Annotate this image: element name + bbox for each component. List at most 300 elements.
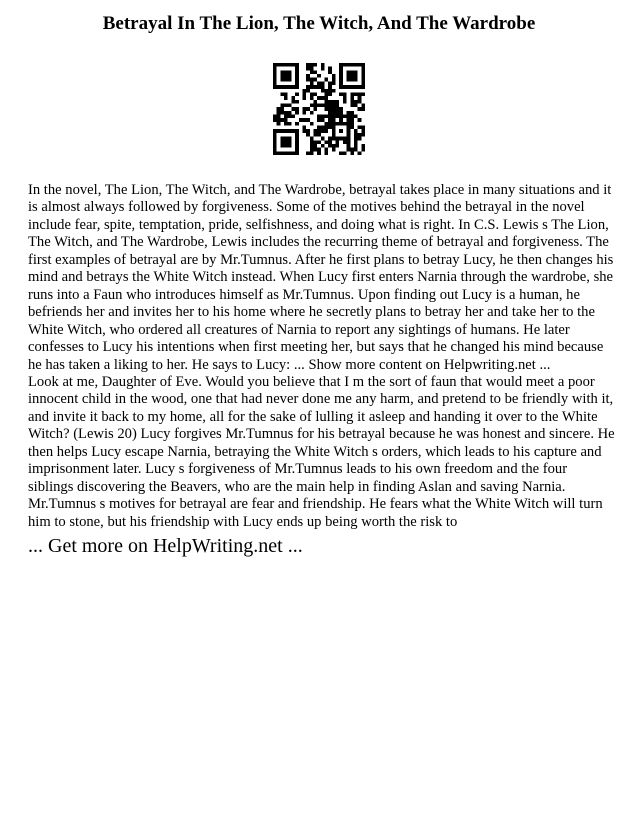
qr-module xyxy=(347,140,351,144)
qr-module xyxy=(358,100,362,104)
qr-module xyxy=(350,148,354,152)
qr-module xyxy=(354,148,358,152)
qr-module xyxy=(273,85,277,89)
qr-module xyxy=(317,85,321,89)
qr-module xyxy=(347,118,351,122)
qr-module xyxy=(343,122,347,126)
qr-module xyxy=(332,107,336,111)
qr-module xyxy=(343,100,347,104)
qr-module xyxy=(280,118,284,122)
qr-module xyxy=(347,63,351,67)
qr-module xyxy=(347,115,351,119)
qr-module xyxy=(328,92,332,96)
qr-module xyxy=(284,70,288,74)
qr-module xyxy=(332,89,336,93)
qr-module xyxy=(317,96,321,100)
qr-module xyxy=(288,111,292,115)
qr-module xyxy=(339,122,343,126)
qr-module xyxy=(310,148,314,152)
qr-module xyxy=(339,78,343,82)
qr-module xyxy=(332,133,336,137)
qr-module xyxy=(317,81,321,85)
qr-module xyxy=(306,118,310,122)
qr-module xyxy=(313,144,317,148)
qr-module xyxy=(277,151,281,155)
qr-module xyxy=(284,137,288,141)
qr-module xyxy=(280,107,284,111)
qr-module xyxy=(332,81,336,85)
qr-module xyxy=(328,115,332,119)
qr-module xyxy=(277,63,281,67)
qr-module xyxy=(361,148,365,152)
qr-module xyxy=(295,81,299,85)
get-more-link[interactable]: ... Get more on HelpWriting.net ... xyxy=(28,535,303,557)
qr-module xyxy=(343,92,347,96)
qr-module xyxy=(332,144,336,148)
qr-module xyxy=(358,137,362,141)
qr-module xyxy=(306,67,310,71)
qr-module xyxy=(313,78,317,82)
qr-module xyxy=(350,78,354,82)
qr-module xyxy=(295,122,299,126)
qr-module xyxy=(332,111,336,115)
paragraph-2: Look at me, Daughter of Eve. Would you believe that I m the sort of faun that would meet a poor innocent child in the wood, one that had never done me any harm, and pretend to be friendly with it, and invite it back to my home, all for the sake of lulling it asleep and handing it over to the White Witch? (Lewis 20) Lucy forgives Mr.Tumnus for his betrayal because he was honest and sincere. He then helps Lucy escape Narnia, betraying the White Witch s orders, which leads to his capture and imprisonment later. Lucy s forgiveness of Mr.Tumnus leads to his own freedom and the four siblings discovering the Beavers, who are the main help in finding Aslan and saving Narnia. Mr.Tumnus s motives for betrayal are fear and friendship. He fears what the White Witch will turn him to stone, but his friendship with Lucy ends up being worth the risk to xyxy=(28,373,615,530)
qr-module xyxy=(325,78,329,82)
qr-module xyxy=(358,151,362,155)
qr-module xyxy=(339,115,343,119)
qr-module xyxy=(361,126,365,130)
qr-module xyxy=(343,151,347,155)
qr-module xyxy=(295,111,299,115)
paragraph-1: In the novel, The Lion, The Witch, and The Wardrobe, betrayal takes place in many situations and it is almost always followed by forgiveness. Some of the motives behind the betrayal in the novel include fear, spite, temptation, pride, selfishness, and doing what is right. In C.S. Lewis s The Lion, The Witch, and The Wardrobe, Lewis includes the recurring theme of betrayal and forgiveness. The first examples of betrayal are by Mr.Tumnus. After he first plans to betray Lucy, he then changes his mind and betrays the White Witch instead. When Lucy first enters Narnia through the wardrobe, she runs into a Faun who introduces himself as Mr.Tumnus. Upon finding out Lucy is a human, he befriends her and invites her to his home where he secretly plans to betray her and take her to the White Witch, who ordered all creatures of Narnia to report any sightings of humans. He later confesses to Lucy his intentions when first meeting her, but says that he changed his mind because he has taken a liking to her. He says to Lucy: ... Show more content on Helpwriting.net ... xyxy=(28,182,614,373)
qr-module xyxy=(321,137,325,141)
qr-module xyxy=(302,126,306,130)
qr-module xyxy=(325,122,329,126)
qr-module xyxy=(358,118,362,122)
qr-module xyxy=(325,107,329,111)
qr-module xyxy=(273,81,277,85)
qr-module xyxy=(361,85,365,89)
qr-module xyxy=(306,107,310,111)
qr-module xyxy=(328,85,332,89)
qr-module xyxy=(325,140,329,144)
qr-module xyxy=(273,144,277,148)
qr-module xyxy=(295,148,299,152)
qr-module xyxy=(310,92,314,96)
qr-module xyxy=(350,115,354,119)
page-title: Betrayal In The Lion, The Witch, And The Wardrobe xyxy=(102,13,536,34)
qr-module xyxy=(313,140,317,144)
qr-module xyxy=(350,103,354,107)
qr-module xyxy=(273,151,277,155)
qr-module xyxy=(354,137,358,141)
qr-module xyxy=(325,100,329,104)
qr-module xyxy=(284,78,288,82)
qr-module xyxy=(332,122,336,126)
qr-module xyxy=(273,67,277,71)
qr-module xyxy=(336,122,340,126)
qr-module xyxy=(291,115,295,119)
qr-module xyxy=(325,92,329,96)
qr-module xyxy=(295,78,299,82)
qr-module xyxy=(277,129,281,133)
qr-module xyxy=(302,111,306,115)
qr-module xyxy=(317,74,321,78)
qr-module xyxy=(295,85,299,89)
qr-module xyxy=(310,137,314,141)
qr-module xyxy=(328,107,332,111)
qr-module xyxy=(277,111,281,115)
qr-module xyxy=(295,100,299,104)
qr-module xyxy=(284,151,288,155)
qr-module xyxy=(288,140,292,144)
qr-module xyxy=(361,129,365,133)
qr-module xyxy=(347,126,351,130)
qr-module xyxy=(317,129,321,133)
qr-module xyxy=(347,74,351,78)
qr-module xyxy=(306,129,310,133)
qr-module xyxy=(332,103,336,107)
qr-module xyxy=(295,107,299,111)
qr-module xyxy=(325,103,329,107)
qr-module xyxy=(354,140,358,144)
qr-module xyxy=(328,144,332,148)
qr-module xyxy=(339,70,343,74)
qr-module xyxy=(328,81,332,85)
qr-module xyxy=(339,67,343,71)
qr-module xyxy=(339,118,343,122)
qr-module xyxy=(284,103,288,107)
qr-module xyxy=(284,111,288,115)
qr-module xyxy=(328,103,332,107)
qr-module xyxy=(291,107,295,111)
qr-module xyxy=(273,78,277,82)
qr-module xyxy=(284,140,288,144)
qr-module xyxy=(347,137,351,141)
qr-module xyxy=(310,111,314,115)
qr-module xyxy=(350,63,354,67)
qr-module xyxy=(310,122,314,126)
qr-module xyxy=(288,144,292,148)
qr-module xyxy=(361,81,365,85)
qr-module xyxy=(288,129,292,133)
qr-module xyxy=(295,140,299,144)
qr-module xyxy=(288,70,292,74)
qr-module xyxy=(328,89,332,93)
qr-module xyxy=(295,133,299,137)
qr-module xyxy=(280,74,284,78)
qr-module xyxy=(277,107,281,111)
qr-module xyxy=(280,63,284,67)
qr-module xyxy=(273,74,277,78)
qr-module xyxy=(336,115,340,119)
qr-module xyxy=(313,103,317,107)
qr-module xyxy=(310,96,314,100)
qr-module xyxy=(284,63,288,67)
qr-module xyxy=(347,129,351,133)
qr-module xyxy=(313,129,317,133)
qr-module xyxy=(302,129,306,133)
qr-module xyxy=(336,100,340,104)
qr-module xyxy=(284,115,288,119)
qr-module xyxy=(299,118,303,122)
qr-module xyxy=(306,85,310,89)
qr-module xyxy=(295,74,299,78)
qr-module xyxy=(273,129,277,133)
qr-module xyxy=(280,137,284,141)
qr-module xyxy=(321,89,325,93)
qr-module xyxy=(313,85,317,89)
qr-module xyxy=(343,63,347,67)
qr-module xyxy=(350,92,354,96)
qr-module xyxy=(354,78,358,82)
qr-module xyxy=(313,133,317,137)
qr-module xyxy=(295,70,299,74)
qr-module xyxy=(332,118,336,122)
qr-module xyxy=(302,92,306,96)
qr-module xyxy=(306,89,310,93)
qr-module xyxy=(358,85,362,89)
qr-module xyxy=(317,115,321,119)
qr-module xyxy=(306,151,310,155)
qr-module xyxy=(302,89,306,93)
qr-module xyxy=(310,140,314,144)
qr-module xyxy=(336,140,340,144)
qr-module xyxy=(306,74,310,78)
qr-module xyxy=(295,144,299,148)
qr-module xyxy=(317,140,321,144)
qr-module xyxy=(313,63,317,67)
qr-module xyxy=(317,148,321,152)
qr-module xyxy=(273,148,277,152)
qr-module xyxy=(280,103,284,107)
qr-module xyxy=(306,133,310,137)
qr-module xyxy=(332,148,336,152)
qr-module xyxy=(321,103,325,107)
qr-module xyxy=(277,118,281,122)
qr-module xyxy=(302,107,306,111)
qr-module xyxy=(277,85,281,89)
qr-module xyxy=(291,96,295,100)
qr-module xyxy=(361,63,365,67)
qr-module xyxy=(317,133,321,137)
qr-module xyxy=(310,103,314,107)
qr-module xyxy=(328,140,332,144)
qr-module xyxy=(332,115,336,119)
qr-module xyxy=(280,92,284,96)
qr-module xyxy=(302,96,306,100)
qr-module xyxy=(321,85,325,89)
qr-module xyxy=(361,92,365,96)
qr-module xyxy=(350,126,354,130)
qr-module xyxy=(288,151,292,155)
qr-module xyxy=(354,100,358,104)
qr-module xyxy=(288,122,292,126)
qr-module xyxy=(350,96,354,100)
qr-module xyxy=(306,63,310,67)
qr-module xyxy=(354,92,358,96)
qr-module xyxy=(350,70,354,74)
qr-module xyxy=(325,115,329,119)
qr-module xyxy=(291,85,295,89)
qr-module xyxy=(347,78,351,82)
qr-module xyxy=(280,85,284,89)
qr-module xyxy=(313,92,317,96)
qr-module xyxy=(288,74,292,78)
qr-module xyxy=(350,118,354,122)
qr-module xyxy=(339,107,343,111)
qr-module xyxy=(295,151,299,155)
qr-module xyxy=(280,140,284,144)
qr-module xyxy=(354,144,358,148)
qr-module xyxy=(273,140,277,144)
qr-module xyxy=(313,107,317,111)
qr-module xyxy=(288,103,292,107)
qr-module xyxy=(361,78,365,82)
qr-module xyxy=(332,78,336,82)
qr-code-icon[interactable] xyxy=(273,63,365,155)
qr-module xyxy=(328,67,332,71)
qr-module xyxy=(358,126,362,130)
qr-module xyxy=(280,129,284,133)
qr-module xyxy=(328,111,332,115)
qr-module xyxy=(350,151,354,155)
qr-module xyxy=(343,96,347,100)
qr-module xyxy=(288,85,292,89)
qr-module xyxy=(288,115,292,119)
qr-module xyxy=(361,67,365,71)
qr-module xyxy=(336,144,340,148)
qr-module xyxy=(354,63,358,67)
qr-module xyxy=(295,92,299,96)
qr-module xyxy=(310,70,314,74)
qr-module xyxy=(361,133,365,137)
qr-module xyxy=(295,67,299,71)
qr-module xyxy=(295,129,299,133)
qr-module xyxy=(291,151,295,155)
qr-module xyxy=(361,144,365,148)
qr-module xyxy=(306,78,310,82)
qr-module xyxy=(350,85,354,89)
qr-module xyxy=(328,118,332,122)
qr-module xyxy=(280,111,284,115)
qr-module xyxy=(284,96,288,100)
qr-module xyxy=(280,151,284,155)
qr-module xyxy=(291,129,295,133)
qr-module xyxy=(332,126,336,130)
qr-module xyxy=(277,115,281,119)
qr-module xyxy=(339,129,343,133)
qr-module xyxy=(310,151,314,155)
qr-module xyxy=(310,78,314,82)
qr-module xyxy=(358,133,362,137)
qr-module xyxy=(339,151,343,155)
qr-module xyxy=(273,137,277,141)
qr-module xyxy=(321,81,325,85)
qr-module xyxy=(354,70,358,74)
qr-module xyxy=(339,137,343,141)
qr-module xyxy=(328,100,332,104)
qr-module xyxy=(310,85,314,89)
qr-module xyxy=(354,115,358,119)
qr-module xyxy=(317,118,321,122)
qr-module xyxy=(310,144,314,148)
qr-module xyxy=(325,96,329,100)
qr-module xyxy=(321,129,325,133)
qr-module xyxy=(317,126,321,130)
qr-module xyxy=(328,126,332,130)
qr-module xyxy=(328,122,332,126)
qr-module xyxy=(343,137,347,141)
qr-module xyxy=(339,85,343,89)
qr-module xyxy=(310,63,314,67)
qr-module xyxy=(332,74,336,78)
qr-module xyxy=(310,67,314,71)
qr-code-graphic xyxy=(273,63,365,155)
qr-module xyxy=(273,118,277,122)
qr-module xyxy=(354,85,358,89)
qr-module xyxy=(321,67,325,71)
qr-module xyxy=(358,107,362,111)
qr-module xyxy=(273,133,277,137)
qr-module xyxy=(339,92,343,96)
qr-module xyxy=(347,148,351,152)
qr-module xyxy=(288,63,292,67)
qr-module xyxy=(288,78,292,82)
qr-module xyxy=(317,103,321,107)
qr-module xyxy=(347,70,351,74)
qr-module xyxy=(354,129,358,133)
qr-module xyxy=(336,111,340,115)
qr-module xyxy=(295,63,299,67)
qr-module xyxy=(280,70,284,74)
qr-module xyxy=(302,118,306,122)
qr-module xyxy=(354,133,358,137)
qr-module xyxy=(273,115,277,119)
qr-module xyxy=(343,115,347,119)
qr-module xyxy=(288,137,292,141)
qr-module xyxy=(284,74,288,78)
qr-module xyxy=(347,111,351,115)
qr-module xyxy=(350,122,354,126)
qr-module xyxy=(358,92,362,96)
qr-module xyxy=(295,137,299,141)
qr-module xyxy=(350,74,354,78)
qr-module xyxy=(336,103,340,107)
qr-module xyxy=(358,63,362,67)
qr-module xyxy=(277,122,281,126)
qr-module xyxy=(325,148,329,152)
qr-module xyxy=(347,85,351,89)
qr-module xyxy=(291,63,295,67)
qr-module xyxy=(273,70,277,74)
qr-module xyxy=(354,103,358,107)
qr-module xyxy=(339,111,343,115)
qr-module xyxy=(328,70,332,74)
qr-module xyxy=(339,81,343,85)
qr-module xyxy=(350,100,354,104)
qr-module xyxy=(339,74,343,78)
qr-module xyxy=(313,148,317,152)
qr-module xyxy=(325,151,329,155)
qr-module xyxy=(343,140,347,144)
qr-module xyxy=(284,122,288,126)
article-body xyxy=(28,182,616,531)
qr-module xyxy=(325,126,329,130)
qr-module xyxy=(280,78,284,82)
qr-module xyxy=(291,100,295,104)
qr-module xyxy=(347,133,351,137)
